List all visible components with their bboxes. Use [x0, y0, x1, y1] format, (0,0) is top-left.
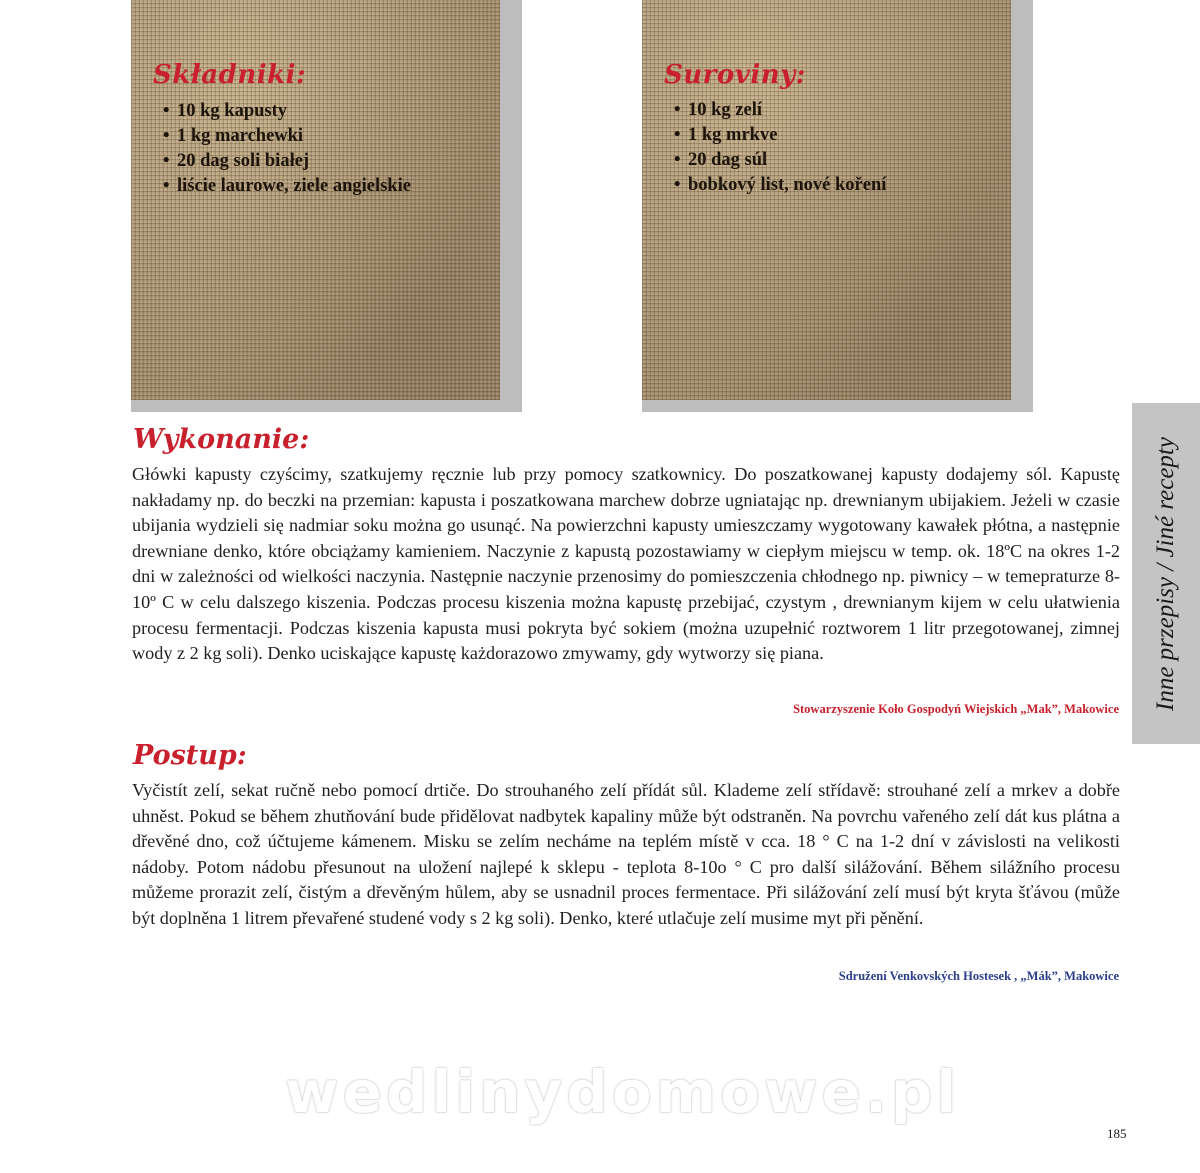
ingredients-list-cz	[674, 98, 886, 198]
list-item: • bobkový list, nové koření	[674, 173, 886, 198]
ingredients-list-pl	[163, 99, 411, 199]
list-item: • 10 kg kapusty	[163, 99, 411, 124]
postup-heading: Postup:	[133, 740, 247, 771]
list-item: • 10 kg zelí	[674, 98, 886, 123]
page-number: 185	[1107, 1126, 1127, 1141]
wykonanie-text: Główki kapusty czyścimy, szatkujemy ręcznie lub przy pomocy szatkownicy. Do poszatkowanej kapusty dodajemy sól. Kapustę nakładamy np. do beczki na przemian: kapusta i poszatkowana marchew dobrze ugniatając np. drewnianym ubijakiem. Jeżeli w czasie ubijania wydzieli się nadmiar soku można go usunąć. Na powierzchni kapusty umieszczamy wygotowany kawałek płótna, a następnie drewniane denko, które obciążamy kamieniem. Naczynie z kapustą pozostawiamy w ciepłym miejscu w temp. ok. 18ºC na okres 1-2 dni w zależności od wielkości naczynia. Następnie naczynie przenosimy do pomieszczenia chłodnego np. piwnicy – w temepraturze 8-10º C w celu dalszego kiszenia. Podczas procesu kiszenia można kapustę przebijać, czystym , drewnianym kijem w celu ułatwienia procesu fermentacji. Podczas kiszenia kapusta musi pokryta być sokiem (można uzupełnić roztworem 1 litr przegotowanej, zimnej wody z 2 kg soli). Denko uciskające kapustę każdorazowo zmywamy, gdy wytworzy się piana.	[132, 464, 1120, 664]
wykonanie-heading: Wykonanie:	[133, 424, 310, 455]
ingredients-title-pl: Składniki:	[153, 60, 307, 90]
postup-text: Vyčistít zelí, sekat ručně nebo pomocí drtiče. Do strouhaného zelí přídát sůl. Klademe zelí střídavě: strouhané zelí a mrkev a dobře uhněst. Pokud se během zhutňování bude přidělovat nadbytek kapaliny může být odstraněn. Na povrchu vařeného zelí dát kus plátna a dřevěné dno, což účtujeme kámenem. Misku se zelím necháme na teplém místě v cca. 18 ° C na 1-2 dní v závislosti na velikosti nádoby. Potom nádobu přesunout na uložení najlepé k sklepu - teplota 8-10o ° C pro další silážování. Během silážního procesu můžeme prorazit zelí, čistým a dřevěným hůlem, aby se usnadnil proces fermentace. Při silážování zelí musí být kryta šťávou (může být doplněna 1 litrem převařené studené vody s 2 kg soli). Denko, které utlačuje zelí musime myt při pěnění.	[132, 780, 1120, 928]
list-item: • 1 kg mrkve	[674, 123, 886, 148]
list-item: • 1 kg marchewki	[163, 124, 411, 149]
czech-attribution: Sdružení Venkovských Hostesek , „Mák”, Makowice	[838, 969, 1119, 983]
list-item: • liście laurowe, ziele angielskie	[163, 174, 411, 199]
site-watermark: wedlinydomowe.pl	[285, 1058, 961, 1126]
ingredients-title-cz: Suroviny:	[664, 60, 806, 90]
list-item: • 20 dag soli białej	[163, 149, 411, 174]
polish-attribution: Stowarzyszenie Koło Gospodyń Wiejskich „Mak”, Makowice	[793, 702, 1119, 716]
side-tab-label: Inne przepisy / Jiné recepty	[1152, 436, 1179, 711]
side-section-tab	[1132, 403, 1200, 744]
list-item: • 20 dag súl	[674, 148, 886, 173]
